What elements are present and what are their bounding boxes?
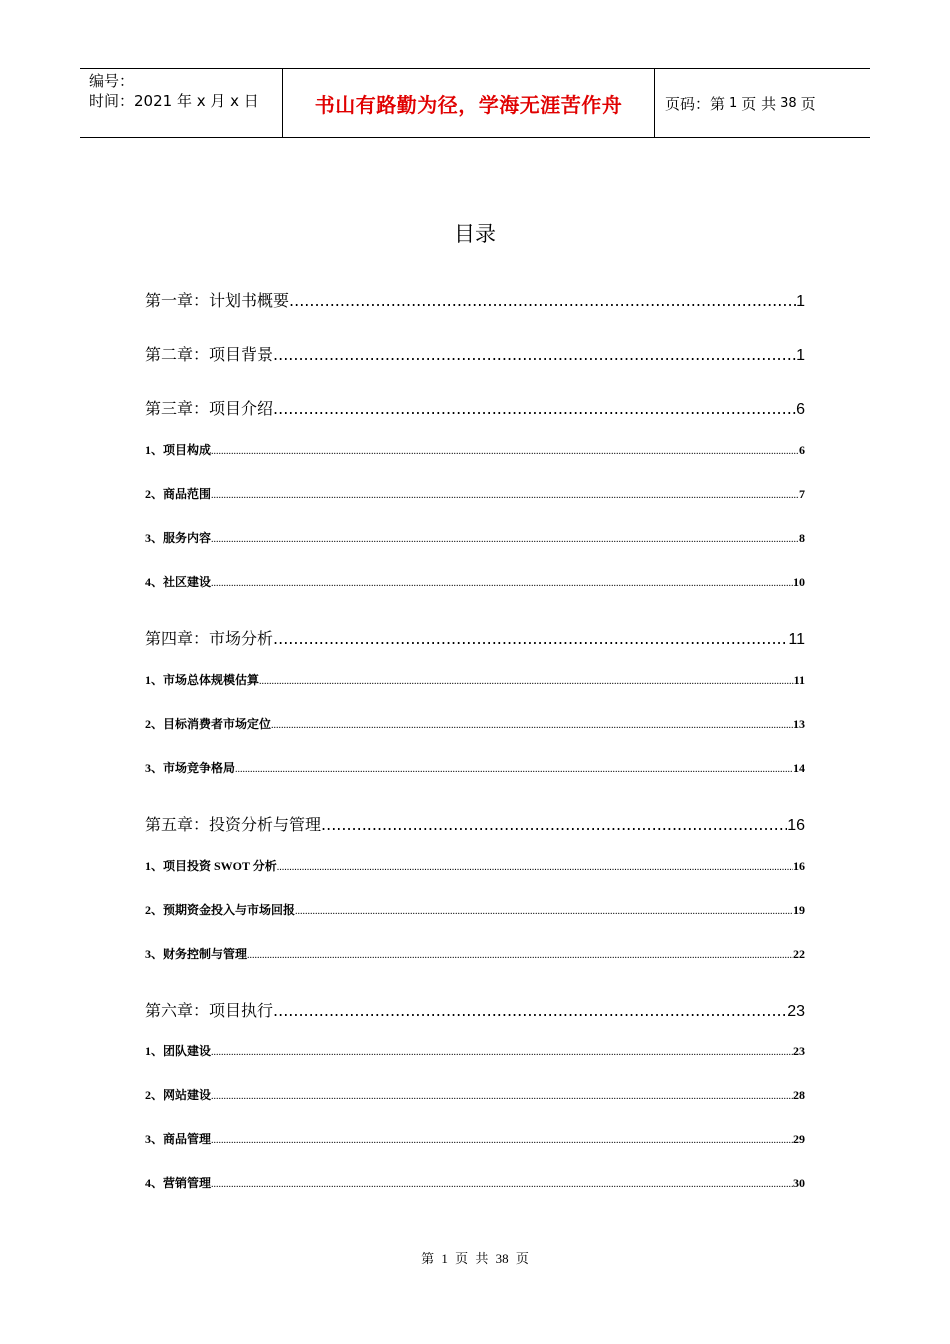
toc-entry[interactable]: [145, 529, 805, 546]
toc-entry-page: 1: [796, 347, 805, 364]
toc-entry-page: 14: [793, 761, 805, 775]
toc-entry[interactable]: [145, 573, 805, 590]
toc-entry-page: 8: [799, 531, 805, 545]
page-header: [80, 68, 870, 138]
toc-entry-label: 第六章：项目执行: [145, 1001, 274, 1020]
toc-entry-page: 30: [793, 1176, 805, 1190]
toc-entry-page: 10: [793, 575, 805, 589]
toc-entry-label: 3、财务控制与管理: [145, 947, 248, 961]
toc-leader-dots: [211, 1135, 793, 1146]
toc-entry-page: 16: [793, 859, 805, 873]
toc-entry-label: 1、市场总体规模估算: [145, 673, 260, 687]
toc-entry-label: 1、项目投资 SWOT 分析: [145, 859, 277, 873]
toc-entry-label: 3、市场竞争格局: [145, 761, 236, 775]
footer-mid2: 共: [475, 1251, 489, 1266]
toc-entry-label: 第二章：项目背景: [145, 345, 274, 364]
toc-entry-page: 23: [787, 1003, 805, 1020]
toc-entry-label: 4、社区建设: [145, 575, 212, 589]
toc-entry-page: 16: [787, 817, 805, 834]
toc-entry-page: 28: [793, 1088, 805, 1102]
toc-entry-page: 6: [799, 443, 805, 457]
toc-leader-dots: [211, 1091, 793, 1102]
toc-leader-dots: [235, 764, 793, 775]
page-footer: [0, 1248, 950, 1267]
toc-entry-label: 3、服务内容: [145, 531, 212, 545]
toc-entry-page: 7: [799, 487, 805, 501]
time-label: 时间：2021 年 x 月 x 日: [89, 92, 259, 110]
toc-leader-dots: [277, 862, 793, 873]
toc-entry[interactable]: [145, 396, 805, 419]
toc-entry-label: 2、商品范围: [145, 487, 212, 501]
header-page-total: 38: [780, 95, 797, 111]
toc-leader-dots: [211, 490, 799, 501]
toc-entry[interactable]: [145, 288, 805, 311]
toc-entry-label: 2、目标消费者市场定位: [145, 717, 272, 731]
toc-entry-label: 第三章：项目介绍: [145, 399, 274, 418]
toc-entry[interactable]: [145, 1042, 805, 1059]
toc-entry[interactable]: [145, 998, 805, 1021]
toc-entry[interactable]: [145, 715, 805, 732]
toc-entry-label: 2、网站建设: [145, 1088, 212, 1102]
toc-entry-page: 13: [793, 717, 805, 731]
toc-entry[interactable]: [145, 812, 805, 835]
header-page-suffix: 页: [800, 94, 816, 113]
toc-leader-dots: [211, 534, 799, 545]
toc-entry-page: 19: [793, 903, 805, 917]
toc-entry[interactable]: [145, 671, 805, 688]
toc-entry-page: 23: [793, 1044, 805, 1058]
toc-entry[interactable]: [145, 342, 805, 365]
toc-entry-label: 1、团队建设: [145, 1044, 212, 1058]
toc-entry-page: 6: [796, 401, 805, 418]
toc-entry[interactable]: [145, 1130, 805, 1147]
toc-entry-label: 3、商品管理: [145, 1132, 212, 1146]
header-page-prefix: 页码：第: [665, 94, 726, 113]
code-label: 编号：: [89, 72, 135, 90]
footer-mid1: 页: [455, 1251, 469, 1266]
toc-leader-dots: [273, 629, 788, 648]
header-page-info: [655, 69, 870, 137]
toc-entry[interactable]: [145, 441, 805, 458]
toc-entry-label: 第一章：计划书概要: [145, 291, 290, 310]
toc-entry[interactable]: [145, 626, 805, 649]
toc-entry[interactable]: [145, 901, 805, 918]
toc-entry[interactable]: [145, 759, 805, 776]
header-motto-cell: [282, 69, 655, 137]
toc-entry-label: 4、营销管理: [145, 1176, 212, 1190]
header-page-current: 1: [729, 95, 738, 111]
toc-leader-dots: [289, 291, 796, 310]
toc-entry-label: 第四章：市场分析: [145, 629, 274, 648]
toc-entry[interactable]: [145, 1086, 805, 1103]
toc-entry-label: 2、预期资金投入与市场回报: [145, 903, 296, 917]
footer-prefix: 第: [421, 1251, 435, 1266]
toc-leader-dots: [295, 906, 793, 917]
page-title: 目录: [454, 222, 496, 246]
header-page-mid: 页 共: [741, 94, 777, 113]
toc-leader-dots: [211, 446, 799, 457]
motto-text: 书山有路勤为径，学海无涯苦作舟: [314, 92, 623, 117]
toc-leader-dots: [273, 1001, 787, 1020]
toc-leader-dots: [273, 345, 796, 364]
footer-total: 38: [495, 1251, 509, 1266]
toc-entry-label: 第五章：投资分析与管理: [145, 815, 322, 834]
toc-entry[interactable]: [145, 857, 805, 874]
toc-entry-page: 22: [793, 947, 805, 961]
toc-entry[interactable]: [145, 945, 805, 962]
footer-current: 1: [441, 1251, 448, 1266]
toc-entry-page: 1: [796, 293, 805, 310]
toc-entry[interactable]: [145, 1174, 805, 1191]
toc-leader-dots: [247, 950, 793, 961]
toc-leader-dots: [321, 815, 787, 834]
toc-entry-page: 11: [788, 631, 805, 648]
toc-leader-dots: [211, 1047, 793, 1058]
footer-suffix: 页: [515, 1251, 529, 1266]
toc-entry-label: 1、项目构成: [145, 443, 212, 457]
toc-leader-dots: [273, 399, 796, 418]
toc-leader-dots: [211, 578, 793, 589]
toc-leader-dots: [211, 1179, 793, 1190]
header-meta: [80, 69, 282, 137]
toc-entry-page: 29: [793, 1132, 805, 1146]
toc-leader-dots: [271, 720, 793, 731]
toc-entry-page: 11: [793, 673, 805, 687]
toc-entry[interactable]: [145, 485, 805, 502]
toc-leader-dots: [259, 676, 794, 687]
